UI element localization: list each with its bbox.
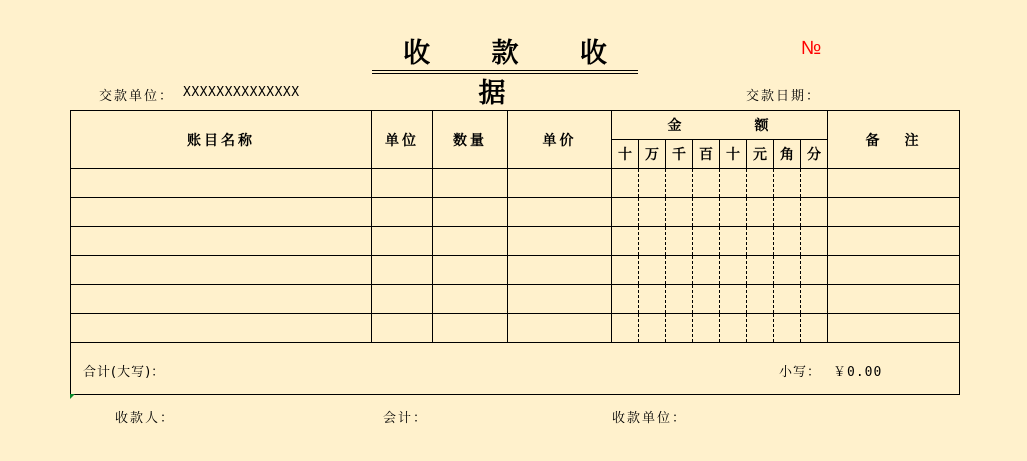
quantity-cell[interactable]	[433, 314, 508, 343]
amount-digit-cell[interactable]	[747, 198, 774, 227]
amount-digit-cell[interactable]	[720, 227, 747, 256]
header-quantity: 数量	[433, 111, 508, 169]
header-unit: 单位	[372, 111, 433, 169]
amount-digit-cell[interactable]	[801, 169, 828, 198]
amount-digit-cell[interactable]	[747, 169, 774, 198]
digit-header: 千	[666, 140, 693, 169]
payer-label: 交款单位：	[99, 89, 175, 104]
amount-digit-cell[interactable]	[666, 227, 693, 256]
unit-price-cell[interactable]	[508, 169, 612, 198]
item-name-cell[interactable]	[71, 314, 372, 343]
quantity-cell[interactable]	[433, 227, 508, 256]
unit-cell[interactable]	[372, 198, 433, 227]
table-row	[71, 256, 960, 285]
amount-digit-cell[interactable]	[774, 198, 801, 227]
item-name-cell[interactable]	[71, 285, 372, 314]
amount-digit-cell[interactable]	[693, 169, 720, 198]
amount-digit-cell[interactable]	[720, 256, 747, 285]
amount-digit-cell[interactable]	[720, 314, 747, 343]
unit-cell[interactable]	[372, 169, 433, 198]
amount-digit-cell[interactable]	[774, 169, 801, 198]
amount-digit-cell[interactable]	[801, 227, 828, 256]
amount-digit-cell[interactable]	[693, 256, 720, 285]
unit-cell[interactable]	[372, 256, 433, 285]
cell-corner-marker	[70, 394, 75, 399]
unit-price-cell[interactable]	[508, 227, 612, 256]
amount-digit-cell[interactable]	[666, 198, 693, 227]
amount-digit-cell[interactable]	[639, 227, 666, 256]
unit-price-cell[interactable]	[508, 256, 612, 285]
unit-cell[interactable]	[372, 285, 433, 314]
digit-header: 角	[774, 140, 801, 169]
amount-digit-cell[interactable]	[639, 256, 666, 285]
header-note-right: 注	[904, 132, 922, 149]
quantity-cell[interactable]	[433, 285, 508, 314]
total-upper-label: 合计(大写)：	[83, 365, 166, 380]
amount-digit-cell[interactable]	[720, 198, 747, 227]
total-lower-value[interactable]: ￥0.00	[833, 365, 883, 380]
quantity-cell[interactable]	[433, 256, 508, 285]
table-row	[71, 285, 960, 314]
amount-digit-cell[interactable]	[693, 285, 720, 314]
amount-digit-cell[interactable]	[612, 256, 639, 285]
amount-digit-cell[interactable]	[612, 314, 639, 343]
number-mark: №	[801, 38, 822, 59]
item-name-cell[interactable]	[71, 198, 372, 227]
digit-header: 元	[747, 140, 774, 169]
amount-digit-cell[interactable]	[747, 314, 774, 343]
amount-digit-cell[interactable]	[639, 169, 666, 198]
receiving-unit-label: 收款单位：	[612, 411, 688, 426]
item-name-cell[interactable]	[71, 169, 372, 198]
amount-digit-cell[interactable]	[801, 198, 828, 227]
amount-digit-cell[interactable]	[747, 256, 774, 285]
digit-header: 百	[693, 140, 720, 169]
title-underline	[372, 70, 638, 71]
digit-header: 十	[612, 140, 639, 169]
amount-digit-cell[interactable]	[801, 256, 828, 285]
receiver-label: 收款人：	[115, 411, 176, 426]
date-label: 交款日期：	[746, 89, 822, 104]
header-note-left: 备	[865, 132, 883, 149]
header-amount-right: 额	[754, 118, 772, 134]
amount-digit-cell[interactable]	[639, 314, 666, 343]
amount-digit-cell[interactable]	[774, 256, 801, 285]
note-cell[interactable]	[828, 314, 960, 343]
amount-digit-cell[interactable]	[747, 285, 774, 314]
amount-digit-cell[interactable]	[666, 256, 693, 285]
amount-digit-cell[interactable]	[693, 227, 720, 256]
amount-digit-cell[interactable]	[612, 169, 639, 198]
item-name-cell[interactable]	[71, 227, 372, 256]
unit-cell[interactable]	[372, 227, 433, 256]
amount-digit-cell[interactable]	[774, 227, 801, 256]
unit-price-cell[interactable]	[508, 314, 612, 343]
digit-header: 分	[801, 140, 828, 169]
table-row	[71, 227, 960, 256]
digit-header: 万	[639, 140, 666, 169]
header-amount-left: 金	[667, 118, 685, 134]
entry-rows	[71, 169, 960, 343]
amount-digit-cell[interactable]	[774, 314, 801, 343]
amount-digit-cell[interactable]	[720, 169, 747, 198]
amount-digit-cell[interactable]	[639, 285, 666, 314]
page-title: 收 款 收 据	[403, 38, 633, 109]
amount-digit-cell[interactable]	[612, 198, 639, 227]
amount-digit-cell[interactable]	[612, 227, 639, 256]
table-row	[71, 198, 960, 227]
amount-digit-cell[interactable]	[747, 227, 774, 256]
header-unit-price: 单价	[508, 111, 612, 169]
header-item-name: 账目名称	[71, 111, 372, 169]
quantity-cell[interactable]	[433, 198, 508, 227]
total-row	[71, 343, 960, 395]
table-row	[71, 169, 960, 198]
total-lower-label: 小写：	[779, 365, 822, 380]
receipt-table	[70, 110, 960, 395]
unit-price-cell[interactable]	[508, 198, 612, 227]
amount-digit-cell[interactable]	[801, 285, 828, 314]
amount-digit-cell[interactable]	[639, 198, 666, 227]
note-cell[interactable]	[828, 198, 960, 227]
amount-digit-cell[interactable]	[666, 285, 693, 314]
amount-digit-cell[interactable]	[720, 285, 747, 314]
unit-cell[interactable]	[372, 314, 433, 343]
item-name-cell[interactable]	[71, 256, 372, 285]
title-underline-double	[372, 73, 638, 74]
digit-header: 十	[720, 140, 747, 169]
amount-digit-cell[interactable]	[666, 314, 693, 343]
note-cell[interactable]	[828, 256, 960, 285]
header-note	[828, 111, 960, 169]
amount-digit-cell[interactable]	[693, 198, 720, 227]
accountant-label: 会计：	[383, 411, 429, 426]
note-cell[interactable]	[828, 169, 960, 198]
amount-digit-cell[interactable]	[774, 285, 801, 314]
quantity-cell[interactable]	[433, 169, 508, 198]
table-row	[71, 314, 960, 343]
amount-digit-cell[interactable]	[693, 314, 720, 343]
unit-price-cell[interactable]	[508, 285, 612, 314]
amount-digit-cell[interactable]	[801, 314, 828, 343]
note-cell[interactable]	[828, 227, 960, 256]
payer-value[interactable]: XXXXXXXXXXXXXX	[183, 85, 300, 100]
amount-digit-cell[interactable]	[666, 169, 693, 198]
amount-digit-cell[interactable]	[612, 285, 639, 314]
header-amount	[612, 111, 828, 140]
note-cell[interactable]	[828, 285, 960, 314]
